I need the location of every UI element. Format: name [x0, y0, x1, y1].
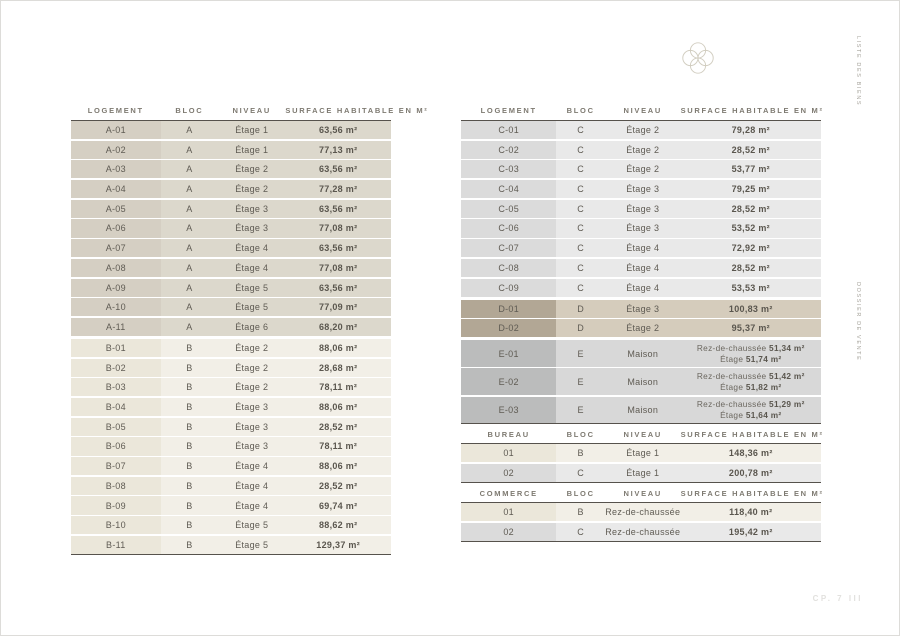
- surface-cell: 77,08 m²: [285, 219, 391, 237]
- niveau-cell: Étage 3: [605, 300, 681, 318]
- row-group: [461, 300, 821, 338]
- column-header-0: COMMERCE: [479, 488, 538, 498]
- niveau-cell: Étage 2: [605, 121, 681, 139]
- surface-cell: 79,28 m²: [681, 121, 821, 139]
- surface-cell: 118,40 m²: [681, 503, 821, 521]
- surface-cell: 129,37 m²: [285, 536, 391, 554]
- surface-cell: 68,20 m²: [285, 318, 391, 336]
- bloc-cell: B: [556, 444, 605, 462]
- column-header-2: NIVEAU: [623, 105, 663, 115]
- bloc-cell: E: [556, 368, 605, 395]
- bloc-cell: A: [161, 239, 219, 257]
- niveau-cell: Étage 2: [605, 160, 681, 178]
- niveau-cell: Étage 2: [605, 319, 681, 337]
- surface-cell: 63,56 m²: [285, 160, 391, 178]
- unit-cell: 01: [461, 503, 556, 521]
- unit-cell: A-05: [71, 200, 161, 218]
- column-header-0: LOGEMENT: [87, 105, 144, 115]
- bloc-cell: B: [161, 437, 219, 455]
- row-a-06: [71, 219, 391, 237]
- bloc-cell: C: [556, 239, 605, 257]
- unit-cell: C-03: [461, 160, 556, 178]
- niveau-cell: Étage 4: [218, 259, 285, 277]
- row-b-11: [71, 536, 391, 554]
- column-header-1: BLOC: [566, 105, 595, 115]
- unit-cell: A-10: [71, 298, 161, 316]
- row-e-03: [461, 397, 821, 424]
- bloc-cell: A: [161, 219, 219, 237]
- unit-cell: A-09: [71, 279, 161, 297]
- row-b-05: [71, 418, 391, 436]
- row-a-07: [71, 239, 391, 257]
- niveau-cell: Étage 3: [218, 437, 285, 455]
- table-body: [71, 120, 391, 555]
- bloc-cell: B: [161, 359, 219, 377]
- row-a-03: [71, 160, 391, 178]
- row-c-01: [461, 121, 821, 139]
- unit-cell: A-07: [71, 239, 161, 257]
- niveau-cell: Étage 1: [218, 141, 285, 159]
- surface-line: Étage 51,64 m²: [720, 409, 782, 420]
- niveau-cell: Étage 4: [605, 239, 681, 257]
- surface-line: Rez-de-chaussée 51,34 m²: [696, 342, 805, 353]
- table-header-row: [461, 101, 824, 119]
- bloc-cell: E: [556, 340, 605, 367]
- surface-cell: 28,68 m²: [285, 359, 391, 377]
- niveau-cell: Étage 4: [605, 259, 681, 277]
- row-02: [461, 523, 821, 541]
- niveau-cell: Étage 3: [605, 200, 681, 218]
- surface-cell: 79,25 m²: [681, 180, 821, 198]
- unit-cell: 02: [461, 464, 556, 482]
- bloc-cell: A: [161, 160, 219, 178]
- surface-cell: 78,11 m²: [285, 437, 391, 455]
- bloc-cell: D: [556, 319, 605, 337]
- bloc-cell: A: [161, 298, 219, 316]
- bloc-cell: B: [556, 503, 605, 521]
- unit-cell: E-01: [461, 340, 556, 367]
- column-header-1: BLOC: [566, 430, 595, 440]
- unit-cell: B-07: [71, 457, 161, 475]
- niveau-cell: Étage 5: [218, 279, 285, 297]
- bloc-cell: C: [556, 259, 605, 277]
- bloc-cell: C: [556, 180, 605, 198]
- bloc-cell: A: [161, 200, 219, 218]
- niveau-cell: Étage 5: [218, 536, 285, 554]
- niveau-cell: Étage 3: [218, 219, 285, 237]
- surface-cell: 88,06 m²: [285, 398, 391, 416]
- row-a-05: [71, 200, 391, 218]
- bloc-cell: B: [161, 496, 219, 514]
- surface-cell: 28,52 m²: [681, 259, 821, 277]
- row-d-01: [461, 300, 821, 318]
- surface-cell: 77,13 m²: [285, 141, 391, 159]
- column-header-1: BLOC: [175, 105, 204, 115]
- unit-cell: B-01: [71, 339, 161, 357]
- row-c-09: [461, 279, 821, 297]
- unit-cell: C-06: [461, 219, 556, 237]
- row-c-02: [461, 141, 821, 159]
- table-body: [461, 443, 821, 483]
- row-a-10: [71, 298, 391, 316]
- row-d-02: [461, 319, 821, 337]
- niveau-cell: Étage 1: [218, 121, 285, 139]
- bloc-cell: C: [556, 141, 605, 159]
- surface-cell: 28,52 m²: [681, 141, 821, 159]
- surface-cell: 200,78 m²: [681, 464, 821, 482]
- left-column: [71, 101, 429, 555]
- niveau-cell: Étage 4: [218, 239, 285, 257]
- row-a-01: [71, 121, 391, 139]
- bloc-cell: B: [161, 378, 219, 396]
- surface-cell: 77,28 m²: [285, 180, 391, 198]
- row-b-10: [71, 516, 391, 534]
- unit-cell: D-02: [461, 319, 556, 337]
- bloc-cell: A: [161, 141, 219, 159]
- unit-cell: A-06: [71, 219, 161, 237]
- unit-cell: B-10: [71, 516, 161, 534]
- niveau-cell: Étage 3: [218, 200, 285, 218]
- niveau-cell: Maison: [605, 340, 681, 367]
- row-c-03: [461, 160, 821, 178]
- bloc-cell: E: [556, 397, 605, 424]
- column-header-3: SURFACE HABITABLE EN M²: [680, 488, 824, 498]
- niveau-cell: Rez-de-chaussée: [605, 503, 681, 521]
- surface-line: Étage 51,82 m²: [720, 381, 782, 392]
- unit-cell: A-03: [71, 160, 161, 178]
- surface-cell: 88,06 m²: [285, 457, 391, 475]
- surface-cell: [681, 340, 821, 367]
- unit-cell: A-08: [71, 259, 161, 277]
- niveau-cell: Rez-de-chaussée: [605, 523, 681, 541]
- surface-line: Étage 51,74 m²: [720, 353, 782, 364]
- table-header-row: [461, 427, 824, 442]
- surface-cell: 69,74 m²: [285, 496, 391, 514]
- column-header-2: NIVEAU: [623, 430, 663, 440]
- row-b-08: [71, 477, 391, 495]
- niveau-cell: Étage 2: [218, 339, 285, 357]
- unit-cell: C-05: [461, 200, 556, 218]
- bloc-cell: B: [161, 398, 219, 416]
- footer-page-mark: CP. 7 III: [812, 594, 863, 603]
- row-a-11: [71, 318, 391, 336]
- surface-cell: 53,53 m²: [681, 279, 821, 297]
- bloc-cell: C: [556, 279, 605, 297]
- niveau-cell: Étage 2: [218, 180, 285, 198]
- table-body: [461, 120, 821, 424]
- niveau-cell: Étage 2: [605, 141, 681, 159]
- row-01: [461, 444, 821, 462]
- row-group: [461, 444, 821, 482]
- table-body: [461, 502, 821, 542]
- unit-cell: A-01: [71, 121, 161, 139]
- surface-cell: 72,92 m²: [681, 239, 821, 257]
- surface-cell: 148,36 m²: [681, 444, 821, 462]
- niveau-cell: Étage 1: [605, 464, 681, 482]
- row-a-09: [71, 279, 391, 297]
- unit-cell: E-02: [461, 368, 556, 395]
- right-column: [461, 101, 824, 542]
- row-c-06: [461, 219, 821, 237]
- unit-cell: B-03: [71, 378, 161, 396]
- table-logements-right: [461, 101, 824, 424]
- row-c-08: [461, 259, 821, 277]
- surface-cell: 88,06 m²: [285, 339, 391, 357]
- bloc-cell: B: [161, 339, 219, 357]
- surface-line: Rez-de-chaussée 51,29 m²: [696, 399, 805, 410]
- bloc-cell: A: [161, 279, 219, 297]
- row-e-01: [461, 340, 821, 367]
- row-group: [71, 121, 391, 336]
- niveau-cell: Maison: [605, 397, 681, 424]
- row-group: [461, 340, 821, 423]
- surface-cell: 63,56 m²: [285, 239, 391, 257]
- row-b-07: [71, 457, 391, 475]
- row-b-04: [71, 398, 391, 416]
- unit-cell: C-08: [461, 259, 556, 277]
- niveau-cell: Étage 4: [218, 496, 285, 514]
- surface-line: Rez-de-chaussée 51,42 m²: [696, 370, 805, 381]
- surface-cell: [681, 368, 821, 395]
- column-header-1: BLOC: [566, 488, 595, 498]
- unit-cell: B-05: [71, 418, 161, 436]
- niveau-cell: Étage 2: [218, 378, 285, 396]
- unit-cell: B-04: [71, 398, 161, 416]
- table-header-row: [461, 486, 824, 501]
- bloc-cell: A: [161, 318, 219, 336]
- unit-cell: 02: [461, 523, 556, 541]
- niveau-cell: Étage 3: [218, 398, 285, 416]
- table-header-row: [71, 101, 429, 119]
- surface-cell: 95,37 m²: [681, 319, 821, 337]
- table-bureau: [461, 427, 824, 483]
- surface-cell: 63,56 m²: [285, 200, 391, 218]
- column-header-0: BUREAU: [487, 430, 530, 440]
- unit-cell: C-07: [461, 239, 556, 257]
- row-b-06: [71, 437, 391, 455]
- niveau-cell: Étage 3: [605, 219, 681, 237]
- row-a-04: [71, 180, 391, 198]
- surface-cell: 77,08 m²: [285, 259, 391, 277]
- unit-cell: E-03: [461, 397, 556, 424]
- bloc-cell: B: [161, 536, 219, 554]
- unit-cell: C-04: [461, 180, 556, 198]
- row-a-02: [71, 141, 391, 159]
- row-c-05: [461, 200, 821, 218]
- niveau-cell: Étage 4: [605, 279, 681, 297]
- row-e-02: [461, 368, 821, 395]
- table-commerce: [461, 486, 824, 542]
- surface-cell: 28,52 m²: [681, 200, 821, 218]
- niveau-cell: Maison: [605, 368, 681, 395]
- niveau-cell: Étage 4: [218, 477, 285, 495]
- niveau-cell: Étage 3: [218, 418, 285, 436]
- bloc-cell: B: [161, 477, 219, 495]
- surface-cell: 195,42 m²: [681, 523, 821, 541]
- surface-cell: 28,52 m²: [285, 477, 391, 495]
- column-header-2: NIVEAU: [232, 105, 272, 115]
- bloc-cell: A: [161, 259, 219, 277]
- unit-cell: B-11: [71, 536, 161, 554]
- column-header-3: SURFACE HABITABLE EN M²: [680, 105, 824, 115]
- row-group: [461, 503, 821, 541]
- bloc-cell: B: [161, 457, 219, 475]
- unit-cell: C-09: [461, 279, 556, 297]
- side-label-dossier-de-vente: DOSSIER DE VENTE: [855, 282, 861, 362]
- row-b-01: [71, 339, 391, 357]
- bloc-cell: A: [161, 121, 219, 139]
- surface-cell: 53,52 m²: [681, 219, 821, 237]
- unit-cell: B-02: [71, 359, 161, 377]
- bloc-cell: D: [556, 300, 605, 318]
- row-02: [461, 464, 821, 482]
- surface-cell: 78,11 m²: [285, 378, 391, 396]
- side-label-liste-des-biens: LISTE DES BIENS: [855, 36, 861, 107]
- column-header-2: NIVEAU: [623, 488, 663, 498]
- surface-cell: 53,77 m²: [681, 160, 821, 178]
- unit-cell: D-01: [461, 300, 556, 318]
- niveau-cell: Étage 5: [218, 516, 285, 534]
- unit-cell: C-02: [461, 141, 556, 159]
- bloc-cell: B: [161, 516, 219, 534]
- column-header-0: LOGEMENT: [480, 105, 537, 115]
- table-logements-left: [71, 101, 429, 555]
- row-a-08: [71, 259, 391, 277]
- niveau-cell: Étage 6: [218, 318, 285, 336]
- row-group: [461, 121, 821, 297]
- niveau-cell: Étage 5: [218, 298, 285, 316]
- rosette-logo-icon: [679, 39, 717, 77]
- unit-cell: A-04: [71, 180, 161, 198]
- unit-cell: B-09: [71, 496, 161, 514]
- unit-cell: A-11: [71, 318, 161, 336]
- unit-cell: 01: [461, 444, 556, 462]
- column-header-3: SURFACE HABITABLE EN M²: [285, 105, 429, 115]
- row-01: [461, 503, 821, 521]
- surface-cell: [681, 397, 821, 424]
- unit-cell: A-02: [71, 141, 161, 159]
- niveau-cell: Étage 2: [218, 160, 285, 178]
- bloc-cell: C: [556, 200, 605, 218]
- surface-cell: 63,56 m²: [285, 279, 391, 297]
- surface-cell: 88,62 m²: [285, 516, 391, 534]
- row-group: [71, 339, 391, 554]
- column-header-3: SURFACE HABITABLE EN M²: [680, 430, 824, 440]
- row-b-03: [71, 378, 391, 396]
- row-b-02: [71, 359, 391, 377]
- bloc-cell: C: [556, 160, 605, 178]
- surface-cell: 63,56 m²: [285, 121, 391, 139]
- surface-cell: 77,09 m²: [285, 298, 391, 316]
- row-c-04: [461, 180, 821, 198]
- surface-cell: 100,83 m²: [681, 300, 821, 318]
- niveau-cell: Étage 3: [605, 180, 681, 198]
- row-c-07: [461, 239, 821, 257]
- surface-cell: 28,52 m²: [285, 418, 391, 436]
- bloc-cell: A: [161, 180, 219, 198]
- niveau-cell: Étage 1: [605, 444, 681, 462]
- unit-cell: B-08: [71, 477, 161, 495]
- niveau-cell: Étage 4: [218, 457, 285, 475]
- row-b-09: [71, 496, 391, 514]
- unit-cell: B-06: [71, 437, 161, 455]
- bloc-cell: C: [556, 219, 605, 237]
- bloc-cell: C: [556, 121, 605, 139]
- bloc-cell: B: [161, 418, 219, 436]
- bloc-cell: C: [556, 464, 605, 482]
- niveau-cell: Étage 2: [218, 359, 285, 377]
- bloc-cell: C: [556, 523, 605, 541]
- unit-cell: C-01: [461, 121, 556, 139]
